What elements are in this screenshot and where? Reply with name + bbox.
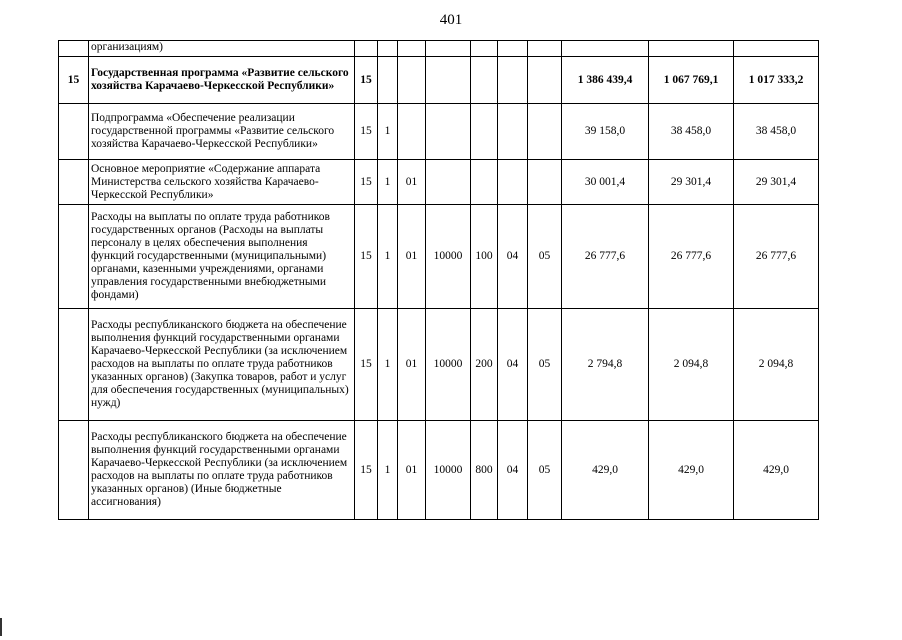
cell-gp: 15 [355, 309, 378, 421]
cell-v2: 26 777,6 [649, 205, 734, 309]
cell-dir [426, 41, 471, 57]
cell-v2: 38 458,0 [649, 104, 734, 160]
cell-pr: 05 [528, 205, 562, 309]
cell-num [59, 104, 89, 160]
cell-gp: 15 [355, 421, 378, 520]
cell-v2 [649, 41, 734, 57]
cell-gp [355, 41, 378, 57]
table-row [59, 160, 819, 205]
cell-om [398, 57, 426, 104]
cell-rz: 04 [498, 309, 528, 421]
cell-v3: 429,0 [734, 421, 819, 520]
cell-rz [498, 41, 528, 57]
cell-name: Основное мероприятие «Содержание аппарата Министерства сельского хозяйства Карачаево-Черкесской Республики» [89, 160, 355, 205]
cell-v3: 1 017 333,2 [734, 57, 819, 104]
cell-vr [471, 57, 498, 104]
cell-v1: 39 158,0 [562, 104, 649, 160]
cell-rz: 04 [498, 421, 528, 520]
cell-v3: 38 458,0 [734, 104, 819, 160]
cell-vr [471, 41, 498, 57]
cell-pr [528, 41, 562, 57]
cell-v1: 30 001,4 [562, 160, 649, 205]
cell-dir [426, 160, 471, 205]
table-row [59, 57, 819, 104]
cell-rz [498, 104, 528, 160]
cell-pr [528, 57, 562, 104]
cell-name: Расходы на выплаты по оплате труда работников государственных органов (Расходы на выплаты персоналу в целях обеспечения выполнения функций государственными (муниципальными) органами, казенными учреждениями, органами управления государственными внебюджетными фондами) [89, 205, 355, 309]
cell-rz [498, 160, 528, 205]
page-number: 401 [439, 12, 463, 28]
table-row [59, 205, 819, 309]
cell-v3: 29 301,4 [734, 160, 819, 205]
cell-num [59, 205, 89, 309]
cell-v2: 429,0 [649, 421, 734, 520]
table-row [59, 421, 819, 520]
budget-table [58, 40, 819, 520]
table-row [59, 309, 819, 421]
cell-sub: 1 [378, 421, 398, 520]
cell-name: Расходы республиканского бюджета на обеспечение выполнения функций государственными органами Карачаево-Черкесской Республики (за исключением расходов на выплаты по оплате труда работников указанных органов) (Закупка товаров, работ и услуг для обеспечения государственных (муниципальных) нужд) [89, 309, 355, 421]
cell-sub: 1 [378, 160, 398, 205]
cell-om: 01 [398, 309, 426, 421]
cell-v1: 2 794,8 [562, 309, 649, 421]
cell-dir: 10000 [426, 309, 471, 421]
cell-num [59, 160, 89, 205]
cell-om [398, 104, 426, 160]
cell-v1 [562, 41, 649, 57]
cell-gp: 15 [355, 57, 378, 104]
cell-pr: 05 [528, 309, 562, 421]
cell-rz [498, 57, 528, 104]
cell-v1: 429,0 [562, 421, 649, 520]
cell-num [59, 421, 89, 520]
cell-v3: 26 777,6 [734, 205, 819, 309]
cell-name: Государственная программа «Развитие сельского хозяйства Карачаево-Черкесской Республики» [89, 57, 355, 104]
cell-vr: 200 [471, 309, 498, 421]
cell-sub: 1 [378, 104, 398, 160]
cell-name: Подпрограмма «Обеспечение реализации государственной программы «Развитие сельского хозяйства Карачаево-Черкесской Республики» [89, 104, 355, 160]
cell-dir [426, 104, 471, 160]
cell-sub: 1 [378, 205, 398, 309]
cell-name: Расходы республиканского бюджета на обеспечение выполнения функций государственными органами Карачаево-Черкесской Республики (за исключением расходов на выплаты по оплате труда работников указанных органов) (Иные бюджетные ассигнования) [89, 421, 355, 520]
cell-sub: 1 [378, 309, 398, 421]
table-row [59, 41, 819, 57]
cell-name: организациям) [89, 41, 355, 57]
cell-vr: 800 [471, 421, 498, 520]
cell-v3 [734, 41, 819, 57]
cell-vr: 100 [471, 205, 498, 309]
cell-num [59, 309, 89, 421]
cell-om [398, 41, 426, 57]
scan-edge-mark [0, 618, 2, 636]
cell-v2: 29 301,4 [649, 160, 734, 205]
table-row [59, 104, 819, 160]
cell-om: 01 [398, 205, 426, 309]
cell-pr: 05 [528, 421, 562, 520]
cell-vr [471, 160, 498, 205]
cell-gp: 15 [355, 205, 378, 309]
cell-v2: 1 067 769,1 [649, 57, 734, 104]
cell-num [59, 41, 89, 57]
cell-v2: 2 094,8 [649, 309, 734, 421]
cell-rz: 04 [498, 205, 528, 309]
cell-v3: 2 094,8 [734, 309, 819, 421]
cell-v1: 1 386 439,4 [562, 57, 649, 104]
cell-om: 01 [398, 160, 426, 205]
cell-gp: 15 [355, 104, 378, 160]
cell-sub [378, 57, 398, 104]
cell-om: 01 [398, 421, 426, 520]
cell-pr [528, 104, 562, 160]
cell-pr [528, 160, 562, 205]
cell-dir: 10000 [426, 205, 471, 309]
cell-sub [378, 41, 398, 57]
cell-gp: 15 [355, 160, 378, 205]
cell-vr [471, 104, 498, 160]
cell-dir [426, 57, 471, 104]
cell-dir: 10000 [426, 421, 471, 520]
cell-num: 15 [59, 57, 89, 104]
cell-v1: 26 777,6 [562, 205, 649, 309]
